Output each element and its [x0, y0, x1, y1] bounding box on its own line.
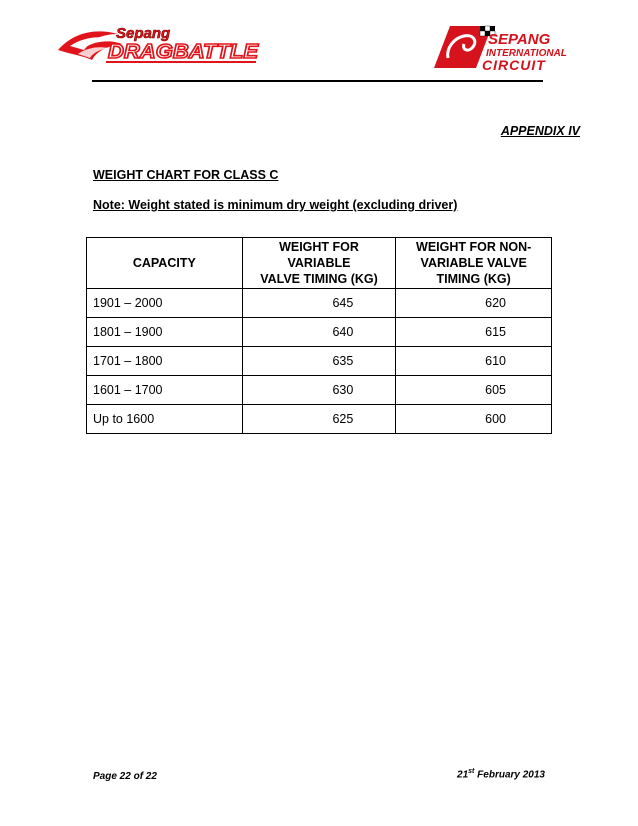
page-title: WEIGHT CHART FOR CLASS C	[93, 168, 279, 182]
capacity-cell: Up to 1600	[87, 405, 243, 434]
capacity-cell: 1601 – 1700	[87, 376, 243, 405]
table-header-row	[87, 238, 552, 289]
sepang-circuit-logo	[428, 22, 578, 74]
header-non-vvt-weight: WEIGHT FOR NON- VARIABLE VALVE TIMING (KG)	[396, 238, 552, 289]
weight-table	[86, 237, 552, 434]
vvt-weight-cell: 635	[242, 347, 396, 376]
vvt-weight-cell: 640	[242, 318, 396, 347]
header-vvt-weight: WEIGHT FOR VARIABLE VALVE TIMING (KG)	[242, 238, 396, 289]
table-row	[87, 405, 552, 434]
table-row	[87, 376, 552, 405]
table-row	[87, 347, 552, 376]
table-row	[87, 289, 552, 318]
sepang-logo-line3: CIRCUIT	[482, 57, 546, 73]
page-number: Page 22 of 22	[93, 771, 157, 782]
document-date: 21st February 2013	[457, 768, 545, 781]
weight-note: Note: Weight stated is minimum dry weight (excluding driver)	[93, 198, 458, 212]
drag-battle-logo-line1: Sepang	[116, 25, 171, 42]
header-capacity: CAPACITY	[87, 238, 243, 289]
non-vvt-weight-cell: 600	[396, 405, 552, 434]
sepang-logo-line2: INTERNATIONAL	[486, 48, 567, 59]
vvt-weight-cell: 625	[242, 405, 396, 434]
capacity-cell: 1901 – 2000	[87, 289, 243, 318]
appendix-label: APPENDIX IV	[500, 124, 580, 138]
non-vvt-weight-cell: 620	[396, 289, 552, 318]
drag-battle-logo-line2: DRAGBATTLE	[108, 41, 259, 63]
header-divider	[92, 80, 543, 82]
capacity-cell: 1801 – 1900	[87, 318, 243, 347]
non-vvt-weight-cell: 610	[396, 347, 552, 376]
sepang-logo-line1: SEPANG	[488, 31, 551, 48]
table-row	[87, 318, 552, 347]
non-vvt-weight-cell: 615	[396, 318, 552, 347]
vvt-weight-cell: 630	[242, 376, 396, 405]
non-vvt-weight-cell: 605	[396, 376, 552, 405]
vvt-weight-cell: 645	[242, 289, 396, 318]
drag-battle-logo	[56, 20, 261, 68]
capacity-cell: 1701 – 1800	[87, 347, 243, 376]
